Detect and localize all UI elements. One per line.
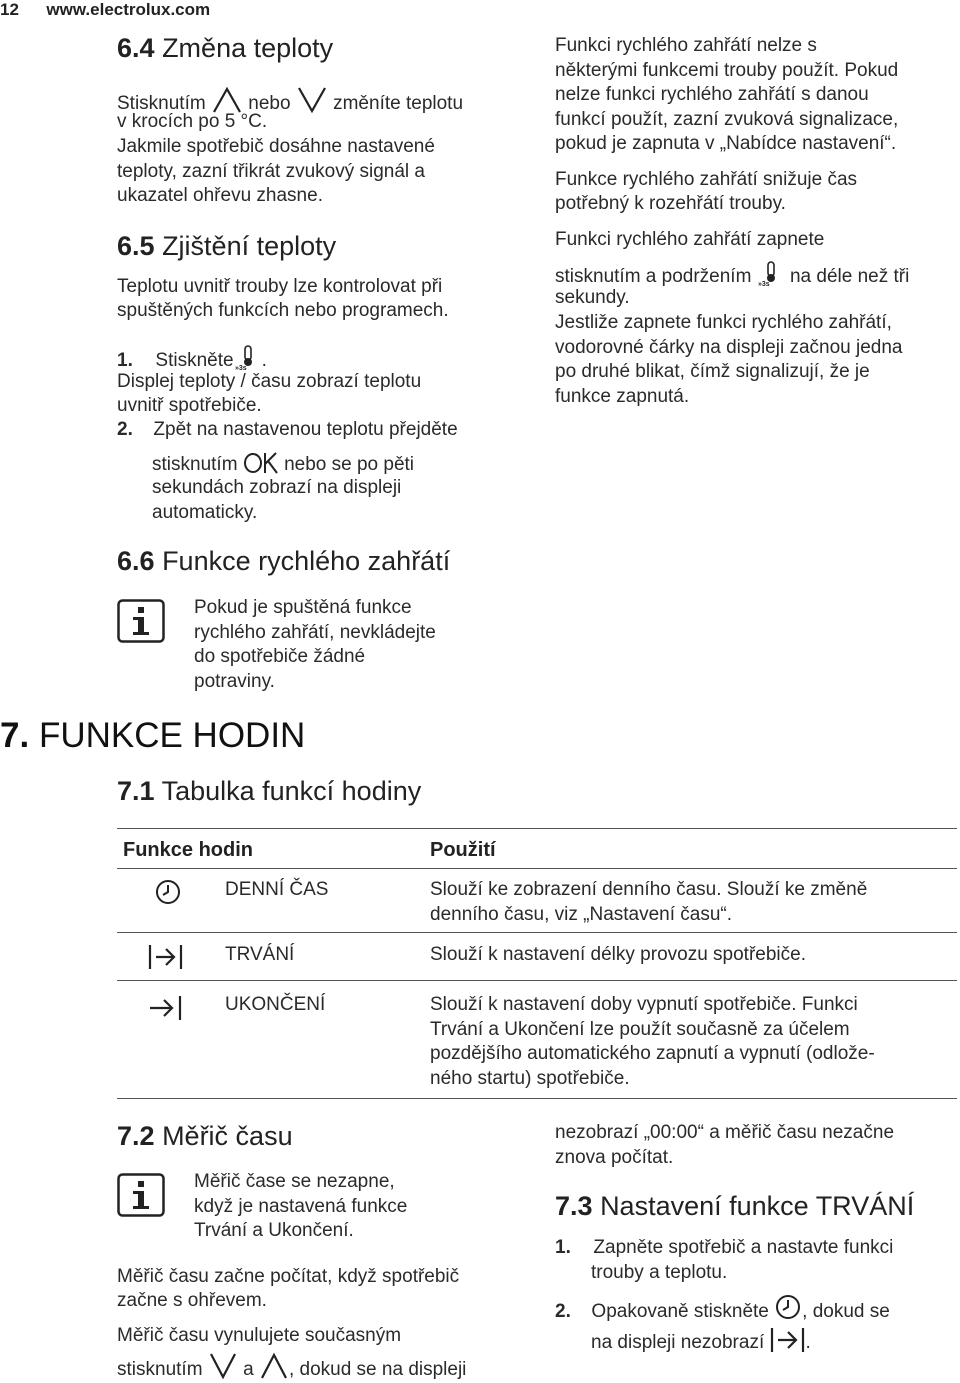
table-header-usage: Použití — [430, 839, 496, 861]
duration-icon — [148, 944, 184, 970]
text: . — [805, 1332, 811, 1353]
table-bottom-rule — [117, 1098, 957, 1099]
step-number: 1. — [555, 1237, 571, 1258]
note-line: Trvání a Ukončení. — [194, 1220, 354, 1241]
paragraph-line: nezobrazí „00:00“ a měřič času nezačne — [555, 1122, 895, 1143]
paragraph-line: Funkci rychlého zahřátí nelze s — [555, 35, 817, 56]
section-number: 7.2 — [117, 1121, 155, 1151]
paragraph-line: začne s ohřevem. — [117, 1290, 267, 1311]
text: stisknutím — [152, 454, 238, 475]
section-title: Nastavení funkce TRVÁNÍ — [600, 1191, 915, 1221]
usage-line: pozdějšího automatického zapnutí a vypnutí (odlože- — [430, 1043, 875, 1064]
usage-line: Slouží ke zobrazení denního času. Slouží ke změně — [430, 879, 868, 900]
paragraph-line: po druhé blikat, čímž signalizují, že je — [555, 361, 870, 382]
info-icon — [117, 1173, 165, 1217]
usage-line: Trvání a Ukončení lze použít současně za účelem — [430, 1019, 850, 1040]
text: na déle než tři — [789, 266, 910, 287]
paragraph-line — [591, 1327, 811, 1356]
usage-line: Slouží k nastavení doby vypnutí spotřebiče. Funkci — [430, 994, 858, 1015]
page-header — [0, 0, 210, 20]
paragraph-line: trouby a teplotu. — [591, 1262, 728, 1283]
text: . — [261, 350, 267, 371]
paragraph-line — [152, 451, 414, 478]
text: stisknutím a podržením — [555, 266, 752, 287]
duration-icon — [770, 1327, 806, 1353]
function-name: DENNÍ ČAS — [225, 879, 329, 900]
text: a — [243, 1359, 254, 1380]
text: změníte teplotu — [333, 93, 464, 114]
section-heading-7-1 — [117, 775, 421, 807]
paragraph-line: spuštěných funkcích nebo programech. — [117, 300, 449, 321]
paragraph-line: Měřič času začne počítat, když spotřebič — [117, 1266, 460, 1287]
paragraph-line: uvnitř spotřebiče. — [117, 395, 262, 416]
site-url: www.electrolux.com — [46, 0, 211, 19]
end-time-icon — [148, 995, 184, 1021]
info-icon — [117, 599, 165, 643]
text: , dokud se na displeji — [288, 1359, 467, 1380]
section-number: 6.6 — [117, 546, 155, 576]
note-line: Měřič čase se nezapne, — [194, 1171, 395, 1192]
section-heading-7-2 — [117, 1120, 293, 1152]
paragraph-line — [117, 1352, 466, 1383]
note-line: potraviny. — [194, 671, 275, 692]
chapter-number: 7. — [0, 716, 30, 755]
paragraph-line: některými funkcemi trouby použít. Pokud — [555, 60, 899, 81]
ok-icon — [243, 451, 279, 475]
paragraph-line: nelze funkci rychlého zahřátí s danou — [555, 84, 869, 105]
function-name: TRVÁNÍ — [225, 944, 295, 965]
usage-line: denního času, viz „Nastavení času“. — [430, 904, 733, 925]
paragraph-line: Funkce rychlého zahřátí snižuje čas — [555, 169, 858, 190]
paragraph-line: teploty, zazní třikrát zvukový signál a — [117, 161, 425, 182]
text: Zapněte spotřebič a nastavte funkci — [593, 1237, 894, 1258]
section-heading-6-4 — [117, 32, 333, 64]
paragraph-line: v krocích po 5 °C. — [117, 111, 268, 132]
function-name: UKONČENÍ — [225, 994, 326, 1015]
paragraph-line: potřebný k rozehřátí trouby. — [555, 193, 786, 214]
arrow-down-icon — [208, 1352, 238, 1380]
thermometer-icon — [234, 345, 262, 371]
svg-text:»3s: »3s — [757, 281, 770, 288]
chapter-heading-7 — [0, 716, 305, 756]
paragraph-line: pokud je zapnuta v „Nabídce nastavení“. — [555, 133, 897, 154]
arrow-up-icon — [259, 1352, 289, 1380]
usage-line: Slouží k nastavení délky provozu spotřebiče. — [430, 944, 806, 965]
text: na displeji nezobrazí — [591, 1332, 765, 1353]
table-header-rule — [117, 868, 957, 869]
paragraph-line: funkce zapnutá. — [555, 386, 690, 407]
paragraph-line: ukazatel ohřevu zhasne. — [117, 185, 323, 206]
paragraph-line: Měřič času vynulujete současným — [117, 1325, 402, 1346]
section-number: 6.5 — [117, 231, 155, 261]
usage-line: ného startu) spotřebiče. — [430, 1068, 630, 1089]
paragraph-line: funkcí použít, zazní zvuková signalizace, — [555, 109, 899, 130]
table-top-rule — [117, 828, 957, 829]
section-title: Změna teploty — [162, 33, 334, 63]
thermometer-icon — [757, 261, 785, 287]
section-heading-6-6 — [117, 545, 450, 577]
paragraph-line: sekundy. — [555, 287, 630, 308]
section-title: Měřič času — [162, 1121, 293, 1151]
clock-icon — [155, 879, 181, 905]
step-2 — [555, 1294, 890, 1325]
section-heading-7-3 — [555, 1190, 914, 1222]
table-row-rule — [117, 932, 957, 933]
section-number: 7.1 — [117, 776, 155, 806]
text: Opakovaně stiskněte — [591, 1301, 769, 1322]
page-number: 12 — [0, 0, 19, 19]
note-line: Pokud je spuštěná funkce — [194, 597, 412, 618]
paragraph-line: Jakmile spotřebič dosáhne nastavené — [117, 136, 435, 157]
section-heading-6-5 — [117, 230, 336, 262]
text: Zpět na nastavenou teplotu přejděte — [153, 419, 458, 440]
note-line: do spotřebiče žádné — [194, 646, 366, 667]
note-line: rychlého zahřátí, nevkládejte — [194, 622, 436, 643]
text: nebo se po pěti — [284, 454, 415, 475]
paragraph-line: vodorovné čárky na displeji začnou jedna — [555, 337, 903, 358]
paragraph-line: Funkci rychlého zahřátí zapnete — [555, 229, 825, 250]
note-line: když je nastavená funkce — [194, 1196, 408, 1217]
paragraph-line: Jestliže zapnete funkci rychlého zahřátí, — [555, 312, 892, 333]
text: , dokud se — [802, 1301, 890, 1322]
chapter-title: FUNKCE HODIN — [38, 716, 306, 755]
paragraph-line: znova počítat. — [555, 1147, 674, 1168]
table-row-rule — [117, 980, 957, 981]
section-number: 6.4 — [117, 33, 155, 63]
step-number: 2. — [117, 419, 133, 440]
step-number: 2. — [555, 1301, 571, 1322]
step-2 — [117, 418, 458, 443]
text: Stisknutím — [117, 93, 206, 114]
paragraph-line: automaticky. — [152, 502, 258, 523]
table-header-function: Funkce hodin — [123, 839, 253, 861]
arrow-down-icon — [296, 86, 328, 114]
clock-icon — [774, 1294, 802, 1322]
svg-text:»3s: »3s — [234, 365, 247, 372]
step-number: 1. — [117, 350, 133, 371]
paragraph-line: Displej teploty / času zobrazí teplotu — [117, 371, 422, 392]
section-number: 7.3 — [555, 1191, 593, 1221]
paragraph-line: Teplotu uvnitř trouby lze kontrolovat při — [117, 276, 443, 297]
text: nebo — [248, 93, 291, 114]
paragraph-line: sekundách zobrazí na displeji — [152, 477, 402, 498]
text: Stiskněte — [155, 350, 234, 371]
section-title: Funkce rychlého zahřátí — [162, 546, 451, 576]
section-title: Tabulka funkcí hodiny — [161, 776, 422, 806]
step-1 — [555, 1236, 893, 1261]
text: stisknutím — [117, 1359, 203, 1380]
section-title: Zjištění teploty — [162, 231, 337, 261]
